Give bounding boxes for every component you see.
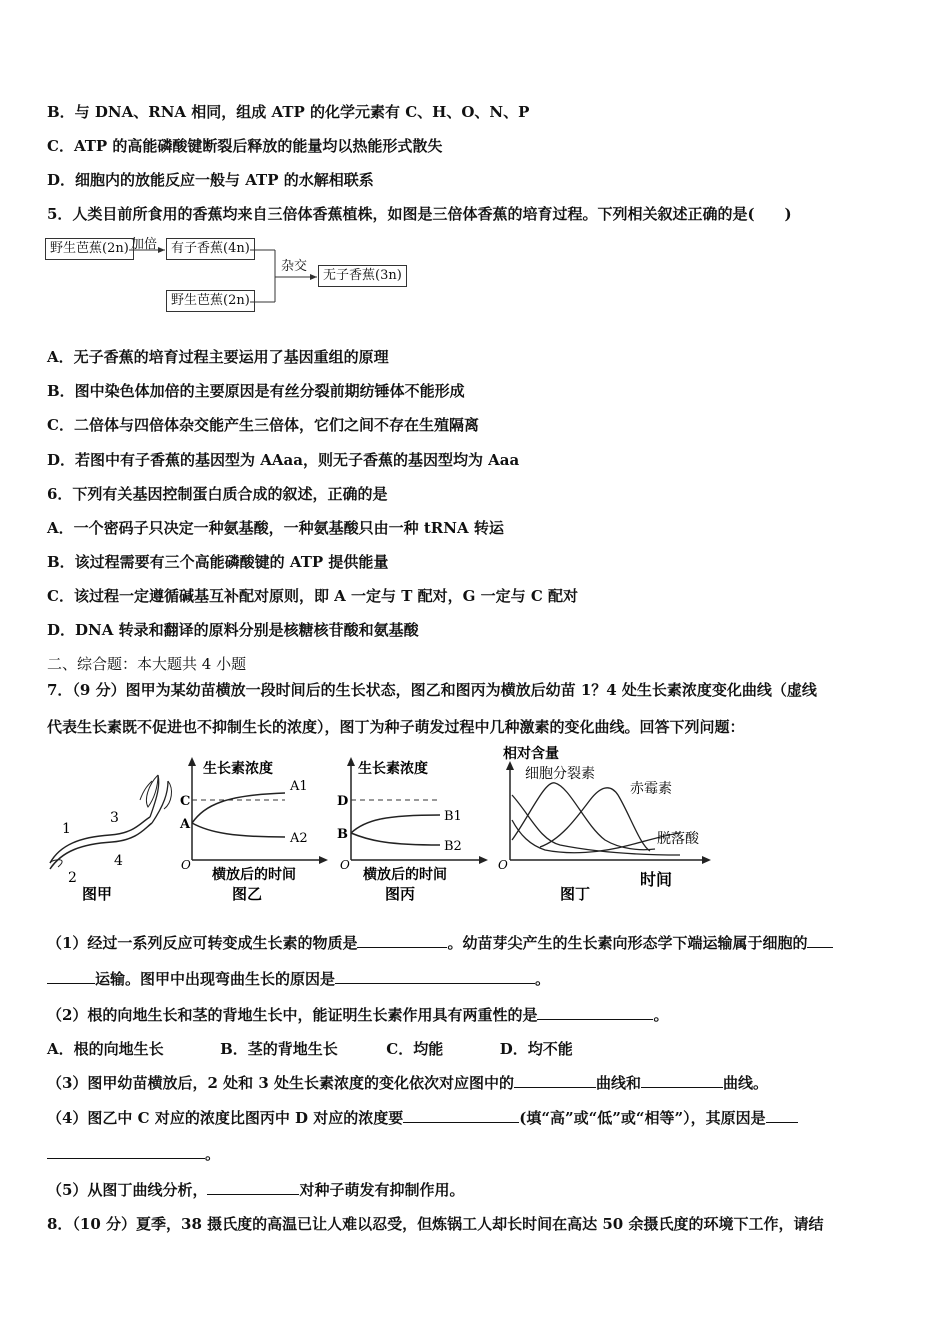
figure-ding-ylabel: 相对含量 [503,746,559,762]
q5-option-d: D．若图中有子香蕉的基因型为 AAaa，则无子香蕉的基因型均为 Aaa [47,451,520,469]
figure-bing-ylabel: 生长素浓度 [358,761,428,777]
figure-yi-tick-a: A [180,817,191,832]
answer-blank-2[interactable] [537,1005,653,1020]
q5-option-b: B．图中染色体加倍的主要原因是有丝分裂前期纺锤体不能形成 [47,382,465,400]
figure-yi-curve-a1 [192,793,285,823]
section-2-heading: 二、综合题：本大题共 4 小题 [47,655,247,673]
figure-bing-tick-b: B [337,827,348,842]
answer-blank-4-2a[interactable] [766,1108,798,1123]
q6-option-d: D．DNA 转录和翻译的原料分别是核糖核苷酸和氨基酸 [47,621,419,639]
answer-blank-1-2a[interactable] [807,933,833,948]
figure-bing-xlabel: 横放后的时间 [363,867,447,883]
q7-2-option-a: A．根的向地生长 [47,1040,164,1058]
q7-part-1-line-1: （1）经过一系列反应可转变成生长素的物质是 。幼苗芽尖产生的生长素向形态学下端运输属于细胞的 [47,933,833,953]
figure-bing-label-b2: B2 [444,839,462,854]
answer-blank-4-1[interactable] [403,1108,519,1123]
answer-blank-4-2b[interactable] [47,1144,205,1159]
flow-double-label: 加倍 [131,237,158,252]
flow-wild-banana-2: 野生芭蕉(2n) [166,290,255,312]
q7-2-option-b: B．茎的背地生长 [220,1040,338,1058]
flow-wild-banana-1: 野生芭蕉(2n) [45,238,134,260]
flow-connectors [45,235,415,325]
q5-option-c: C．二倍体与四倍体杂交能产生三倍体，它们之间不存在生殖隔离 [47,416,479,434]
q4-option-c: C．ATP 的高能磷酸键断裂后释放的能量均以热能形式散失 [47,137,443,155]
figure-yi-label-a1: A1 [290,779,308,794]
figure-bing-tick-d: D [337,794,349,809]
q8-stem: 8．（10 分）夏季，38 摄氏度的高温已让人难以忍受，但炼锅工人却长时间在高达 50 余摄氏度的环境下工作，请结 [47,1215,824,1233]
q7-part-4-line-1: （4）图乙中 C 对应的浓度比图丙中 D 对应的浓度要 (填“高”或“低”或“相等”），其原因是 [47,1108,798,1128]
q5-option-a: A．无子香蕉的培育过程主要运用了基因重组的原理 [47,348,389,366]
figure-jia-label-2: 2 [68,870,77,886]
figure-ding-label-abscisic: 脱落酸 [657,831,699,847]
figure-yi-ylabel: 生长素浓度 [203,761,273,777]
figure-ding-origin: O [498,858,508,872]
figure-ding-curve-abscisic [512,820,680,853]
answer-blank-1-1[interactable] [357,933,447,948]
flow-seeded-banana: 有子香蕉(4n) [166,238,255,260]
q6-stem: 6．下列有关基因控制蛋白质合成的叙述，正确的是 [47,485,388,503]
figure-jia-caption: 图甲 [82,885,113,903]
q7-part-2-options [47,1039,573,1059]
q7-stem-line-1: 7．（9 分）图甲为某幼苗横放一段时间后的生长状态，图乙和图丙为横放后幼苗 1？4 处生长素浓度变化曲线（虚线 [47,681,817,699]
figure-yi-curve-a2 [192,823,285,837]
q7-part-4-line-2: 。 [47,1144,220,1164]
q7-part-5: （5）从图丁曲线分析， 对种子萌发有抑制作用。 [47,1181,465,1199]
q7-2-option-d: D．均不能 [499,1040,573,1058]
figure-yi-origin: O [181,858,191,872]
figure-bing-origin: O [340,858,350,872]
figure-ding-caption: 图丁 [560,885,591,903]
q7-2-option-c: C．均能 [386,1040,444,1058]
q4-option-b: B．与 DNA、RNA 相同，组成 ATP 的化学元素有 C、H、O、N、P [47,103,530,121]
q6-option-a: A．一个密码子只决定一种氨基酸，一种氨基酸只由一种 tRNA 转运 [47,519,504,537]
q6-option-c: C．该过程一定遵循碱基互补配对原则，即 A 一定与 T 配对，G 一定与 C 配对 [47,587,579,605]
figure-jia-label-4: 4 [114,853,123,869]
answer-blank-1-3[interactable] [335,969,535,984]
breeding-flow-diagram [45,235,415,325]
figure-yi-caption: 图乙 [232,885,263,903]
figure-ding-curve-gibberellin [540,788,650,851]
figure-bing-caption: 图丙 [385,885,416,903]
figure-yi-xlabel: 横放后的时间 [212,867,296,883]
q6-option-b: B．该过程需要有三个高能磷酸键的 ATP 提供能量 [47,553,389,571]
q7-part-3: （3）图甲幼苗横放后，2 处和 3 处生长素浓度的变化依次对应图中的 曲线和 曲线。 [47,1074,769,1092]
figure-bing-curve-b2 [351,833,440,845]
figure-yi-tick-c: C [180,794,191,809]
q7-part-1-line-2: 运输。图甲中出现弯曲生长的原因是 。 [47,969,550,989]
figure-ding-xlabel: 时间 [640,870,673,889]
q7-part-2: （2）根的向地生长和茎的背地生长中，能证明生长素作用具有两重性的是 。 [47,1006,669,1024]
figure-ding-label-gibberellin: 赤霉素 [630,781,672,797]
answer-blank-5[interactable] [207,1180,299,1195]
flow-cross-label: 杂交 [281,259,308,274]
q7-figures [40,745,740,915]
q7-stem-line-2: 代表生长素既不促进也不抑制生长的浓度），图丁为种子萌发过程中几种激素的变化曲线。回答下列问题： [47,718,745,736]
figure-ding-label-cytokinin: 细胞分裂素 [525,766,595,782]
q5-stem: 5．人类目前所食用的香蕉均来自三倍体香蕉植株，如图是三倍体香蕉的培育过程。下列相关叙述正确的是( ) [47,205,792,223]
figure-jia-label-3: 3 [110,810,119,826]
answer-blank-1-2b[interactable] [47,969,95,984]
figure-bing-curve-b1 [351,815,440,833]
answer-blank-3-1[interactable] [514,1073,596,1088]
answer-blank-3-2[interactable] [641,1073,723,1088]
q4-option-d: D．细胞内的放能反应一般与 ATP 的水解相联系 [47,171,374,189]
figure-yi-label-a2: A2 [290,831,308,846]
figure-jia-label-1: 1 [62,821,71,837]
flow-seedless-banana: 无子香蕉(3n) [318,265,407,287]
figure-bing-label-b1: B1 [444,809,462,824]
